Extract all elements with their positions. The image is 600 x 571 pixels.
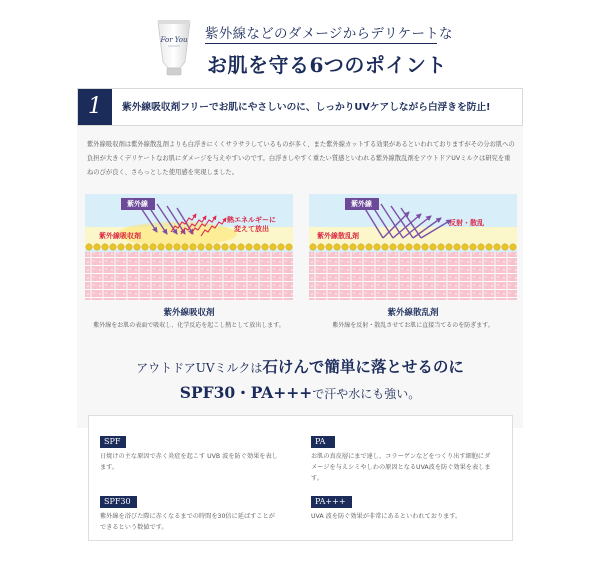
absorber-label: 紫外線吸収剤 — [99, 232, 141, 240]
point-1-title: 紫外線吸収剤フリーでお肌にやさしいのに、しっかりUVケアしながら白浮きを防止! — [122, 102, 491, 113]
header-divider — [205, 43, 437, 44]
claim-line-2-suffix: で汗や水にも強い。 — [312, 387, 421, 401]
point-1-description: 紫外線吸収剤は紫外線散乱剤よりも白浮きにくくサラサラしているものが多く、また紫外線カットする効果があるといわれておりますがその分お肌への負担が大きくデリケートなお肌にダメージを与えやすいのです。白浮きしやすく重たい質感といわれる紫外線散乱剤をアウトドアUVミルクは研究を重ねのびが良く、さらっとした使用感を実現しました。 — [87, 141, 515, 176]
term-pa-plus — [311, 489, 491, 522]
header-subtitle: 紫外線などのダメージからデリケートな — [205, 26, 453, 42]
absorber-caption-title: 紫外線吸収剤 — [163, 308, 215, 318]
uv-terms-box — [88, 415, 513, 541]
term-label: PA+++ — [311, 496, 352, 508]
uv-label: 紫外線 — [127, 200, 148, 208]
absorber-caption-text: 紫外線をお肌の表面で吸収し、化学反応を起こし熱として放出します。 — [93, 322, 285, 329]
term-label: SPF — [100, 436, 126, 448]
term-description: UVA 波を防ぐ効果が非常にあるといわれております。 — [311, 513, 462, 520]
term-label: SPF30 — [100, 496, 137, 508]
term-spf30 — [100, 489, 280, 533]
heat-release-label: 熱エネルギーに 変えて放出 — [227, 216, 276, 233]
term-description: 日焼けの主な原因で赤く炎症を起こす UVB 波を防ぐ効果を表します。 — [100, 453, 278, 471]
term-label: PA — [311, 436, 335, 448]
scatterer-caption-text: 紫外線を反射・散乱させてお肌に直接当てるのを防ぎます。 — [332, 322, 494, 329]
claim-line-1-main: 石けんで簡単に落とせるのに — [262, 357, 464, 376]
term-description: お肌の真皮層にまで達し、コラーゲンなどをつくり出す細胞にダメージを与えシミやしわの原因となるUVA波を防ぐ効果を表します。 — [311, 453, 491, 482]
product-tube-image — [152, 18, 196, 76]
claim-line-2 — [0, 381, 600, 403]
term-spf — [100, 429, 280, 473]
point-1-section — [77, 88, 523, 428]
uv-absorber-diagram — [85, 194, 293, 300]
uv-scatterer-diagram — [309, 194, 517, 300]
claim-line-2-main: SPF30・PA+++ — [179, 383, 313, 402]
header-title: お肌を守る6つのポイント — [207, 53, 447, 77]
product-logo-text: For You — [160, 36, 188, 44]
claim-line-1 — [0, 355, 600, 377]
claim-line-1-prefix: アウトドアUVミルクは — [136, 361, 263, 375]
point-number-badge: 1 — [78, 89, 112, 125]
page-header — [0, 0, 600, 88]
term-pa — [311, 429, 491, 484]
scatterer-caption-title: 紫外線散乱剤 — [387, 308, 439, 318]
scatterer-label: 紫外線散乱剤 — [317, 232, 359, 240]
uv-label: 紫外線 — [351, 200, 372, 208]
term-description: 紫外線を浴びた際に赤くなるまでの時間を30倍に延ばすことができるという数値です。 — [100, 513, 275, 531]
reflect-scatter-label: 反射・散乱 — [449, 219, 484, 227]
point-1-heading — [77, 88, 523, 126]
